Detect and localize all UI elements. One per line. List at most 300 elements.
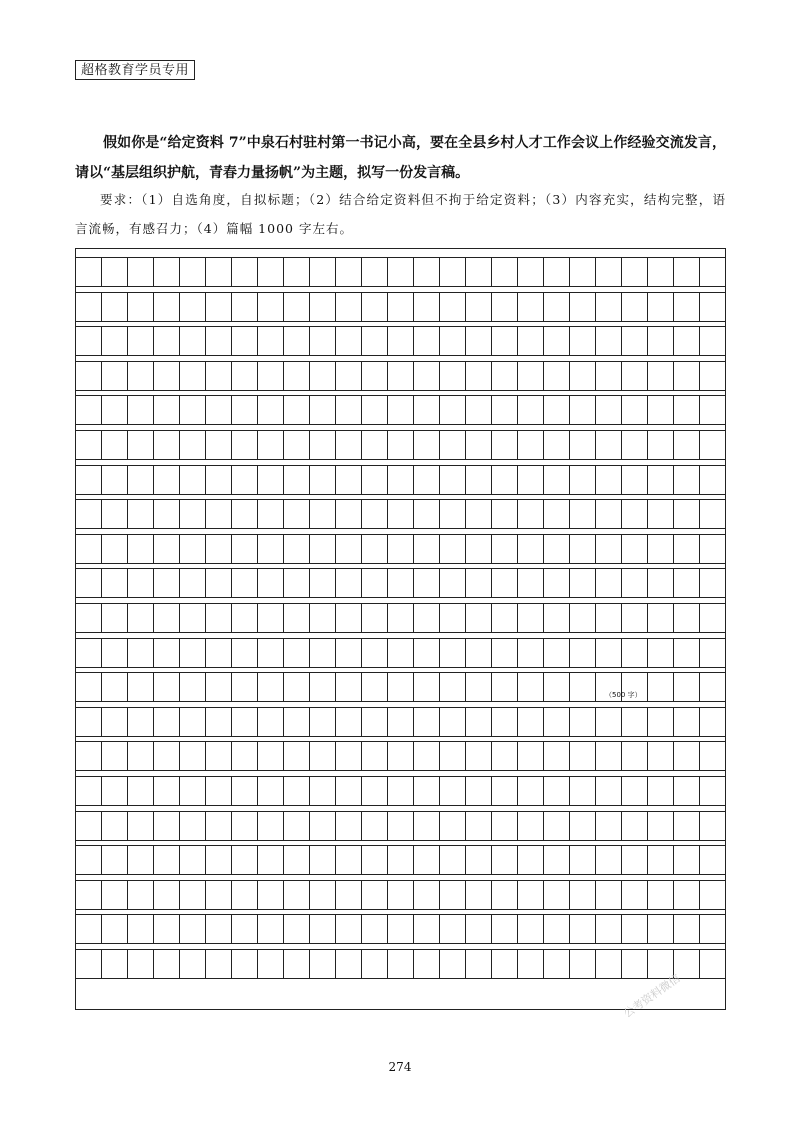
grid-cell[interactable] [362, 708, 388, 736]
grid-cell[interactable] [310, 466, 336, 494]
grid-cell[interactable] [128, 742, 154, 770]
grid-cell[interactable] [336, 881, 362, 909]
grid-cell[interactable] [336, 535, 362, 563]
grid-cell[interactable] [414, 812, 440, 840]
grid-cell[interactable] [258, 500, 284, 528]
grid-cell[interactable] [258, 569, 284, 597]
grid-cell[interactable] [128, 258, 154, 286]
grid-cell[interactable] [336, 431, 362, 459]
grid-cell[interactable] [414, 604, 440, 632]
grid-cell[interactable] [648, 327, 674, 355]
grid-cell[interactable] [258, 293, 284, 321]
grid-cell[interactable] [310, 742, 336, 770]
grid-cell[interactable] [336, 812, 362, 840]
grid-cell[interactable] [622, 535, 648, 563]
grid-cell[interactable] [258, 915, 284, 943]
grid-cell[interactable] [232, 881, 258, 909]
grid-cell[interactable] [258, 327, 284, 355]
answer-grid[interactable] [75, 248, 726, 1010]
grid-cell[interactable] [544, 846, 570, 874]
grid-cell[interactable] [180, 950, 206, 978]
grid-cell[interactable] [128, 950, 154, 978]
grid-cell[interactable] [700, 327, 725, 355]
grid-cell[interactable] [388, 950, 414, 978]
grid-cell[interactable] [180, 742, 206, 770]
grid-cell[interactable] [414, 846, 440, 874]
grid-cell[interactable] [544, 293, 570, 321]
grid-cell[interactable] [674, 673, 700, 701]
grid-cell[interactable] [388, 431, 414, 459]
grid-cell[interactable] [102, 639, 128, 667]
grid-cell[interactable] [310, 812, 336, 840]
grid-cell[interactable] [440, 708, 466, 736]
grid-cell[interactable] [596, 569, 622, 597]
grid-cell[interactable] [492, 466, 518, 494]
grid-cell[interactable] [700, 639, 725, 667]
grid-cell[interactable] [76, 777, 102, 805]
grid-cell[interactable] [362, 812, 388, 840]
grid-cell[interactable] [258, 950, 284, 978]
grid-cell[interactable] [596, 362, 622, 390]
grid-cell[interactable] [388, 777, 414, 805]
grid-cell[interactable] [310, 604, 336, 632]
grid-cell[interactable] [284, 604, 310, 632]
grid-cell[interactable] [102, 500, 128, 528]
grid-cell[interactable] [206, 362, 232, 390]
grid-cell[interactable] [544, 431, 570, 459]
grid-cell[interactable] [570, 950, 596, 978]
grid-cell[interactable] [310, 881, 336, 909]
grid-cell[interactable] [232, 327, 258, 355]
grid-cell[interactable] [362, 673, 388, 701]
grid-cell[interactable] [700, 396, 725, 424]
grid-cell[interactable] [570, 708, 596, 736]
grid-cell[interactable] [544, 327, 570, 355]
grid-cell[interactable] [388, 915, 414, 943]
grid-cell[interactable] [518, 881, 544, 909]
grid-cell[interactable] [284, 881, 310, 909]
grid-cell[interactable] [388, 812, 414, 840]
grid-cell[interactable] [414, 777, 440, 805]
grid-cell[interactable] [414, 569, 440, 597]
grid-cell[interactable] [518, 812, 544, 840]
grid-cell[interactable] [674, 362, 700, 390]
grid-cell[interactable] [206, 535, 232, 563]
grid-cell[interactable] [570, 431, 596, 459]
grid-cell[interactable] [492, 881, 518, 909]
grid-cell[interactable] [700, 881, 725, 909]
grid-cell[interactable] [76, 742, 102, 770]
grid-cell[interactable] [518, 396, 544, 424]
grid-cell[interactable] [414, 535, 440, 563]
grid-cell[interactable] [232, 431, 258, 459]
grid-cell[interactable] [102, 396, 128, 424]
grid-cell[interactable] [570, 915, 596, 943]
grid-cell[interactable] [440, 466, 466, 494]
grid-cell[interactable] [518, 915, 544, 943]
grid-cell[interactable] [388, 500, 414, 528]
grid-cell[interactable] [388, 293, 414, 321]
grid-cell[interactable] [310, 327, 336, 355]
grid-cell[interactable] [518, 846, 544, 874]
grid-cell[interactable] [700, 777, 725, 805]
grid-cell[interactable] [440, 258, 466, 286]
grid-cell[interactable] [466, 777, 492, 805]
grid-cell[interactable] [102, 431, 128, 459]
grid-cell[interactable] [76, 639, 102, 667]
grid-cell[interactable] [232, 846, 258, 874]
grid-cell[interactable] [414, 327, 440, 355]
grid-cell[interactable] [648, 673, 674, 701]
grid-cell[interactable] [544, 604, 570, 632]
grid-cell[interactable] [492, 569, 518, 597]
grid-cell[interactable] [570, 327, 596, 355]
grid-cell[interactable] [622, 466, 648, 494]
grid-cell[interactable] [492, 950, 518, 978]
grid-cell[interactable] [232, 535, 258, 563]
grid-cell[interactable] [76, 431, 102, 459]
grid-cell[interactable] [622, 293, 648, 321]
grid-cell[interactable] [674, 812, 700, 840]
grid-cell[interactable] [180, 258, 206, 286]
grid-cell[interactable] [440, 569, 466, 597]
grid-cell[interactable] [180, 639, 206, 667]
grid-cell[interactable] [362, 742, 388, 770]
grid-cell[interactable] [154, 604, 180, 632]
grid-cell[interactable] [622, 742, 648, 770]
grid-cell[interactable] [76, 950, 102, 978]
grid-cell[interactable] [492, 396, 518, 424]
grid-cell[interactable] [128, 915, 154, 943]
grid-cell[interactable] [596, 639, 622, 667]
grid-cell[interactable] [440, 639, 466, 667]
grid-cell[interactable] [362, 327, 388, 355]
grid-cell[interactable] [648, 604, 674, 632]
grid-cell[interactable] [492, 673, 518, 701]
grid-cell[interactable] [102, 673, 128, 701]
grid-cell[interactable] [570, 812, 596, 840]
grid-cell[interactable] [362, 396, 388, 424]
grid-cell[interactable] [466, 466, 492, 494]
grid-cell[interactable] [674, 293, 700, 321]
grid-cell[interactable] [206, 293, 232, 321]
grid-cell[interactable] [128, 569, 154, 597]
grid-cell[interactable] [544, 500, 570, 528]
grid-cell[interactable] [180, 708, 206, 736]
grid-cell[interactable] [154, 569, 180, 597]
grid-cell[interactable] [414, 915, 440, 943]
grid-cell[interactable] [596, 950, 622, 978]
grid-cell[interactable] [596, 812, 622, 840]
grid-cell[interactable] [284, 639, 310, 667]
grid-cell[interactable] [440, 673, 466, 701]
grid-cell[interactable] [570, 604, 596, 632]
grid-cell[interactable] [336, 604, 362, 632]
grid-cell[interactable] [284, 950, 310, 978]
grid-cell[interactable] [622, 604, 648, 632]
grid-cell[interactable] [76, 673, 102, 701]
grid-cell[interactable] [102, 777, 128, 805]
grid-cell[interactable] [180, 881, 206, 909]
grid-cell[interactable] [414, 639, 440, 667]
grid-cell[interactable] [76, 708, 102, 736]
grid-cell[interactable] [336, 915, 362, 943]
grid-cell[interactable] [674, 604, 700, 632]
grid-cell[interactable] [648, 742, 674, 770]
grid-cell[interactable] [76, 293, 102, 321]
grid-cell[interactable] [232, 812, 258, 840]
grid-cell[interactable] [388, 362, 414, 390]
grid-cell[interactable] [648, 535, 674, 563]
grid-cell[interactable] [154, 881, 180, 909]
grid-cell[interactable] [180, 396, 206, 424]
grid-cell[interactable] [310, 258, 336, 286]
grid-cell[interactable] [674, 639, 700, 667]
grid-cell[interactable] [206, 500, 232, 528]
grid-cell[interactable] [700, 466, 725, 494]
grid-cell[interactable] [128, 812, 154, 840]
grid-cell[interactable] [622, 777, 648, 805]
grid-cell[interactable] [544, 569, 570, 597]
grid-cell[interactable] [622, 812, 648, 840]
grid-cell[interactable] [596, 604, 622, 632]
grid-cell[interactable] [284, 466, 310, 494]
grid-cell[interactable] [544, 742, 570, 770]
grid-cell[interactable] [674, 569, 700, 597]
grid-cell[interactable] [440, 431, 466, 459]
grid-cell[interactable] [76, 362, 102, 390]
grid-cell[interactable] [466, 742, 492, 770]
grid-cell[interactable] [596, 742, 622, 770]
grid-cell[interactable] [128, 293, 154, 321]
grid-cell[interactable] [466, 396, 492, 424]
grid-cell[interactable] [232, 258, 258, 286]
grid-cell[interactable] [388, 881, 414, 909]
grid-cell[interactable] [76, 466, 102, 494]
grid-cell[interactable] [336, 708, 362, 736]
grid-cell[interactable] [284, 915, 310, 943]
grid-cell[interactable] [700, 673, 725, 701]
grid-cell[interactable] [76, 258, 102, 286]
grid-cell[interactable] [102, 812, 128, 840]
grid-cell[interactable] [388, 258, 414, 286]
grid-cell[interactable] [492, 708, 518, 736]
grid-cell[interactable] [544, 673, 570, 701]
grid-cell[interactable] [570, 639, 596, 667]
grid-cell[interactable] [310, 950, 336, 978]
grid-cell[interactable] [310, 915, 336, 943]
grid-cell[interactable] [258, 604, 284, 632]
grid-cell[interactable] [544, 466, 570, 494]
grid-cell[interactable] [440, 846, 466, 874]
grid-cell[interactable] [700, 362, 725, 390]
grid-cell[interactable] [544, 777, 570, 805]
grid-cell[interactable] [180, 466, 206, 494]
grid-cell[interactable] [154, 535, 180, 563]
grid-cell[interactable] [362, 881, 388, 909]
grid-cell[interactable] [700, 293, 725, 321]
grid-cell[interactable] [362, 535, 388, 563]
grid-cell[interactable] [518, 708, 544, 736]
grid-cell[interactable] [336, 950, 362, 978]
grid-cell[interactable] [310, 846, 336, 874]
grid-cell[interactable] [180, 500, 206, 528]
grid-cell[interactable] [596, 500, 622, 528]
grid-cell[interactable] [596, 293, 622, 321]
grid-cell[interactable] [466, 673, 492, 701]
grid-cell[interactable] [518, 362, 544, 390]
grid-cell[interactable] [700, 915, 725, 943]
grid-cell[interactable] [570, 362, 596, 390]
grid-cell[interactable] [154, 708, 180, 736]
grid-cell[interactable] [570, 777, 596, 805]
grid-cell[interactable] [180, 293, 206, 321]
grid-cell[interactable] [700, 500, 725, 528]
grid-cell[interactable] [700, 812, 725, 840]
grid-cell[interactable] [206, 466, 232, 494]
grid-cell[interactable] [570, 258, 596, 286]
grid-cell[interactable] [674, 396, 700, 424]
grid-cell[interactable] [154, 500, 180, 528]
grid-cell[interactable] [76, 604, 102, 632]
grid-cell[interactable] [466, 431, 492, 459]
grid-cell[interactable] [622, 950, 648, 978]
grid-cell[interactable] [622, 396, 648, 424]
grid-cell[interactable] [284, 812, 310, 840]
grid-cell[interactable] [570, 500, 596, 528]
grid-cell[interactable] [544, 258, 570, 286]
grid-cell[interactable] [440, 362, 466, 390]
grid-cell[interactable] [544, 915, 570, 943]
grid-cell[interactable] [284, 777, 310, 805]
grid-cell[interactable] [414, 673, 440, 701]
grid-cell[interactable] [102, 293, 128, 321]
grid-cell[interactable] [700, 950, 725, 978]
grid-cell[interactable] [310, 500, 336, 528]
grid-cell[interactable] [466, 915, 492, 943]
grid-cell[interactable] [258, 742, 284, 770]
grid-cell[interactable] [362, 466, 388, 494]
grid-cell[interactable] [388, 846, 414, 874]
grid-cell[interactable] [570, 293, 596, 321]
grid-cell[interactable] [102, 258, 128, 286]
grid-cell[interactable] [128, 466, 154, 494]
grid-cell[interactable] [492, 362, 518, 390]
grid-cell[interactable] [310, 431, 336, 459]
grid-cell[interactable] [596, 777, 622, 805]
grid-cell[interactable] [128, 604, 154, 632]
grid-cell[interactable] [414, 708, 440, 736]
grid-cell[interactable] [674, 431, 700, 459]
grid-cell[interactable] [570, 535, 596, 563]
grid-cell[interactable] [440, 396, 466, 424]
grid-cell[interactable] [102, 742, 128, 770]
grid-cell[interactable] [128, 500, 154, 528]
grid-cell[interactable] [674, 327, 700, 355]
grid-cell[interactable] [388, 742, 414, 770]
grid-cell[interactable] [128, 327, 154, 355]
grid-cell[interactable] [700, 604, 725, 632]
grid-cell[interactable] [518, 535, 544, 563]
grid-cell[interactable] [310, 293, 336, 321]
grid-cell[interactable] [388, 639, 414, 667]
grid-cell[interactable] [466, 604, 492, 632]
grid-cell[interactable] [518, 673, 544, 701]
grid-cell[interactable] [154, 396, 180, 424]
grid-cell[interactable] [596, 258, 622, 286]
grid-cell[interactable] [284, 673, 310, 701]
grid-cell[interactable] [466, 293, 492, 321]
grid-cell[interactable] [648, 915, 674, 943]
grid-cell[interactable] [492, 639, 518, 667]
grid-cell[interactable] [154, 915, 180, 943]
grid-cell[interactable] [414, 950, 440, 978]
grid-cell[interactable] [544, 708, 570, 736]
grid-cell[interactable] [518, 466, 544, 494]
grid-cell[interactable] [492, 431, 518, 459]
grid-cell[interactable] [596, 466, 622, 494]
grid-cell[interactable] [596, 915, 622, 943]
grid-cell[interactable] [206, 777, 232, 805]
grid-cell[interactable] [414, 431, 440, 459]
grid-cell[interactable] [284, 742, 310, 770]
grid-cell[interactable] [674, 742, 700, 770]
grid-cell[interactable] [102, 708, 128, 736]
grid-cell[interactable] [284, 362, 310, 390]
grid-cell[interactable] [362, 362, 388, 390]
grid-cell[interactable] [544, 535, 570, 563]
grid-cell[interactable] [258, 673, 284, 701]
grid-cell[interactable] [102, 604, 128, 632]
grid-cell[interactable] [258, 639, 284, 667]
grid-cell[interactable] [76, 500, 102, 528]
grid-cell[interactable] [258, 812, 284, 840]
grid-cell[interactable] [232, 293, 258, 321]
grid-cell[interactable] [336, 327, 362, 355]
grid-cell[interactable] [648, 293, 674, 321]
grid-cell[interactable] [76, 846, 102, 874]
grid-cell[interactable] [414, 258, 440, 286]
grid-cell[interactable] [518, 777, 544, 805]
grid-cell[interactable] [206, 950, 232, 978]
grid-cell[interactable] [466, 950, 492, 978]
grid-cell[interactable] [466, 708, 492, 736]
grid-cell[interactable] [232, 673, 258, 701]
grid-cell[interactable] [674, 950, 700, 978]
grid-cell[interactable] [674, 846, 700, 874]
grid-cell[interactable] [622, 500, 648, 528]
grid-cell[interactable] [128, 777, 154, 805]
grid-cell[interactable] [440, 327, 466, 355]
grid-cell[interactable] [674, 500, 700, 528]
grid-cell[interactable] [206, 569, 232, 597]
grid-cell[interactable] [206, 812, 232, 840]
grid-cell[interactable] [492, 535, 518, 563]
grid-cell[interactable] [336, 639, 362, 667]
grid-cell[interactable] [700, 258, 725, 286]
grid-cell[interactable] [310, 535, 336, 563]
grid-cell[interactable] [648, 777, 674, 805]
grid-cell[interactable] [258, 708, 284, 736]
grid-cell[interactable] [596, 327, 622, 355]
grid-cell[interactable] [440, 742, 466, 770]
grid-cell[interactable] [466, 812, 492, 840]
grid-cell[interactable] [76, 881, 102, 909]
grid-cell[interactable] [648, 362, 674, 390]
grid-cell[interactable] [648, 396, 674, 424]
grid-cell[interactable] [570, 846, 596, 874]
grid-cell[interactable] [492, 742, 518, 770]
